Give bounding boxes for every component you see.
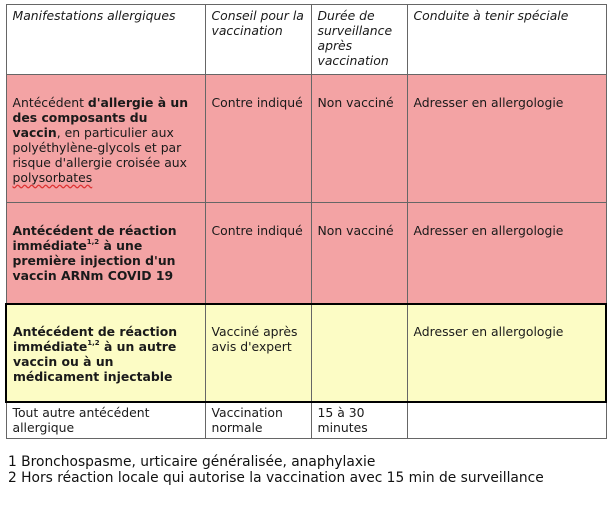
- manif-text-b: à une première injection d'un vaccin ARNm COVID 19: [12, 238, 176, 283]
- cell-conduite: Adresser en allergologie: [407, 203, 606, 304]
- manif-spellcheck-underlined: polysorbates: [12, 170, 93, 185]
- cell-duree: 15 à 30 minutes: [311, 402, 407, 439]
- footnote-ref: 1,2: [87, 338, 100, 347]
- header-conseil: Conseil pour la vaccination: [205, 5, 311, 75]
- cell-manifestation: [6, 304, 205, 402]
- manif-rest: , en particulier aux polyéthylène-glycols et par risque d'allergie croisée aux: [12, 125, 187, 170]
- cell-manifestation: [6, 203, 205, 304]
- manif-bold: d'allergie à un des composants du vaccin: [12, 95, 189, 140]
- cell-conduite: Adresser en allergologie: [407, 304, 606, 402]
- cell-conseil: Contre indiqué: [205, 203, 311, 304]
- footnote-ref: 1,2: [86, 238, 100, 246]
- cell-duree: [311, 304, 407, 402]
- cell-conseil: Contre indiqué: [205, 75, 311, 203]
- cell-manifestation: Tout autre antécédent allergique: [6, 402, 205, 439]
- table-row: [6, 203, 606, 304]
- cell-manifestation: [6, 75, 205, 203]
- footnote-1: 1 Bronchospasme, urticaire généralisée, anaphylaxie: [8, 454, 376, 470]
- table-header-row: [6, 5, 606, 75]
- cell-conseil: Vacciné après avis d'expert: [205, 304, 311, 402]
- cell-conduite: [407, 402, 606, 439]
- table-row: [6, 75, 606, 203]
- header-conduite: Conduite à tenir spéciale: [407, 5, 606, 75]
- manif-prefix: Antécédent: [12, 95, 88, 110]
- cell-duree: Non vacciné: [311, 75, 407, 203]
- manif-text-a: Antécédent de réaction immédiate: [13, 323, 178, 354]
- cell-conduite: Adresser en allergologie: [407, 75, 606, 203]
- cell-conseil: Vaccination normale: [205, 402, 311, 439]
- manif-text-b: à un autre vaccin ou à un médicament injectable: [13, 338, 177, 384]
- allergy-vaccination-table: [5, 4, 607, 439]
- table-row-highlighted: [6, 304, 606, 402]
- footnotes: [8, 454, 544, 486]
- header-duree: Durée de surveillance après vaccination: [311, 5, 407, 75]
- header-manifestations: Manifestations allergiques: [6, 5, 205, 75]
- manif-text-a: Antécédent de réaction immédiate: [12, 223, 177, 253]
- cell-duree: Non vacciné: [311, 203, 407, 304]
- footnote-2: 2 Hors réaction locale qui autorise la vaccination avec 15 min de surveillance: [8, 470, 544, 486]
- table-row: [6, 402, 606, 439]
